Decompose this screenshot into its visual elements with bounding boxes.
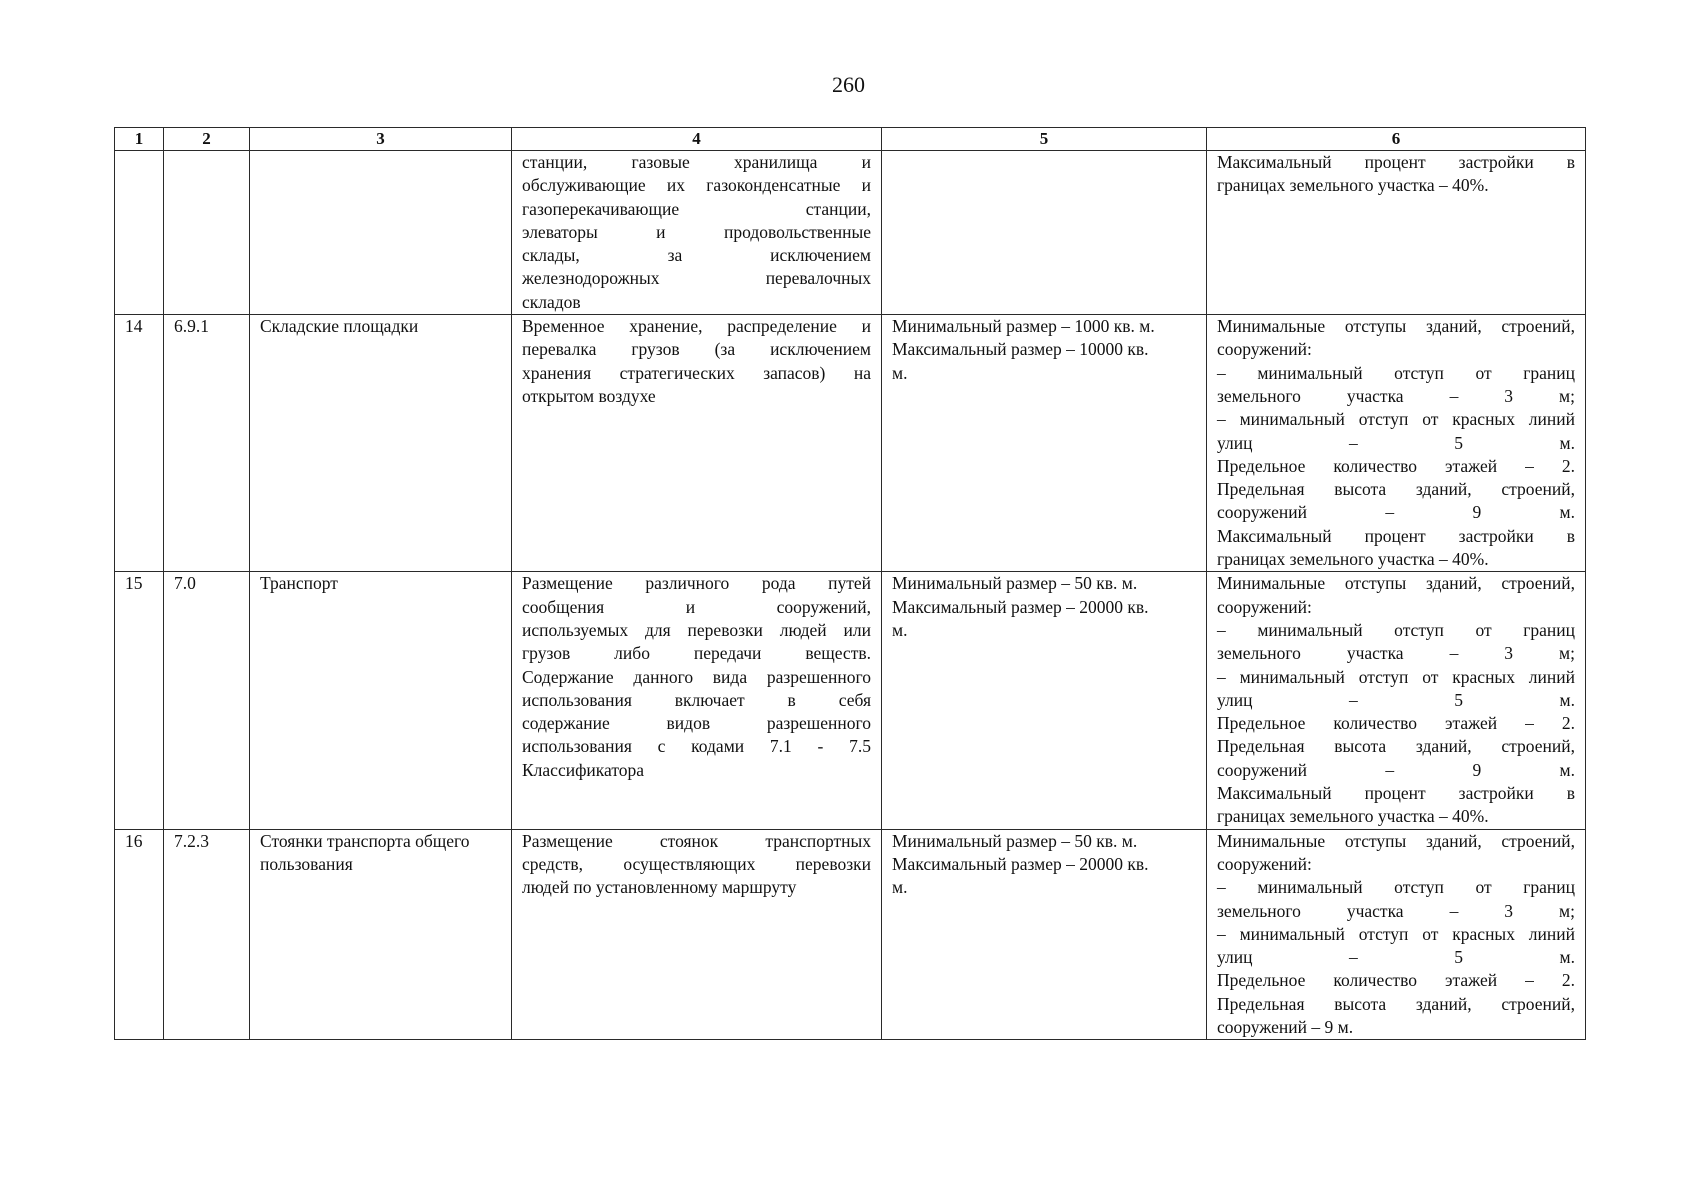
params-line: – минимальный отступ от красных линий: [1217, 923, 1575, 944]
params-line: сооружений – 9 м.: [1217, 1016, 1354, 1037]
description-line: железнодорожных перевалочных: [522, 268, 871, 289]
code-cell: [164, 151, 250, 315]
size-line: м.: [892, 619, 908, 640]
description-line: средств, осуществляющих перевозки: [522, 853, 871, 874]
table-row: [115, 315, 1586, 572]
size-line: Максимальный размер – 20000 кв.: [892, 853, 1149, 874]
row-number-cell: 15: [115, 572, 164, 829]
description-line: использования с кодами 7.1 - 7.5: [522, 736, 871, 757]
params-line: Предельное количество этажей – 2.: [1217, 713, 1575, 734]
size-line: Минимальный размер – 50 кв. м.: [892, 573, 1138, 594]
params-line: Максимальный процент застройки в: [1217, 152, 1575, 172]
row-number-cell: [115, 151, 164, 315]
description-line: открытом воздухе: [522, 385, 656, 406]
params-line: – минимальный отступ от границ: [1217, 362, 1575, 383]
code-cell: 6.9.1: [164, 315, 250, 572]
description-cell: [512, 315, 882, 572]
description-line: склады, за исключением: [522, 245, 871, 266]
params-line: – минимальный отступ от красных линий: [1217, 666, 1575, 687]
params-line: земельного участка – 3 м;: [1217, 385, 1575, 406]
row-number-cell: 14: [115, 315, 164, 572]
plot-size-cell: [882, 151, 1207, 315]
code-cell: 7.2.3: [164, 829, 250, 1040]
params-line: сооружений – 9 м.: [1217, 502, 1575, 523]
params-line: земельного участка – 3 м;: [1217, 643, 1575, 664]
params-line: улиц – 5 м.: [1217, 689, 1575, 710]
params-line: Минимальные отступы зданий, строений,: [1217, 316, 1575, 337]
description-line: перевалка грузов (за исключением: [522, 339, 871, 360]
plot-size-cell: [882, 315, 1207, 572]
size-line: Минимальный размер – 50 кв. м.: [892, 830, 1138, 851]
params-line: сооружений – 9 м.: [1217, 759, 1575, 780]
land-use-name-cell: Стоянки транспорта общего пользования: [250, 829, 512, 1040]
land-use-name-cell: Транспорт: [250, 572, 512, 829]
description-line: хранения стратегических запасов) на: [522, 362, 871, 383]
description-line: Классификатора: [522, 759, 645, 780]
description-line: содержание видов разрешенного: [522, 713, 871, 734]
params-line: улиц – 5 м.: [1217, 947, 1575, 968]
description-line: складов: [522, 291, 581, 312]
land-use-name-cell: Складские площадки: [250, 315, 512, 572]
description-line: сообщения и сооружений,: [522, 596, 871, 617]
code-cell: 7.0: [164, 572, 250, 829]
description-line: используемых для перевозки людей или: [522, 619, 871, 640]
land-use-name-cell: [250, 151, 512, 315]
params-line: Предельная высота зданий, строений,: [1217, 993, 1575, 1014]
params-line: Минимальные отступы зданий, строений,: [1217, 573, 1575, 594]
description-line: газоперекачивающие станции,: [522, 198, 871, 219]
description-cell: [512, 572, 882, 829]
params-line: – минимальный отступ от красных линий: [1217, 409, 1575, 430]
params-line: Предельное количество этажей – 2.: [1217, 455, 1575, 476]
params-line: Предельное количество этажей – 2.: [1217, 970, 1575, 991]
description-line: элеваторы и продовольственные: [522, 221, 871, 242]
description-line: Размещение стоянок транспортных: [522, 830, 871, 851]
params-line: улиц – 5 м.: [1217, 432, 1575, 453]
table-row: [115, 151, 1586, 315]
column-header: 2: [164, 128, 250, 151]
page-number: 260: [832, 72, 865, 97]
row-number-cell: 16: [115, 829, 164, 1040]
params-line: Максимальный процент застройки в: [1217, 783, 1575, 804]
params-line: Предельная высота зданий, строений,: [1217, 479, 1575, 500]
building-params-cell: [1207, 829, 1586, 1040]
description-cell: [512, 151, 882, 315]
size-line: Максимальный размер – 20000 кв.: [892, 596, 1149, 617]
params-line: сооружений:: [1217, 596, 1312, 617]
table-row: [115, 572, 1586, 829]
description-line: Размещение различного рода путей: [522, 573, 871, 594]
building-params-cell: [1207, 315, 1586, 572]
description-line: использования включает в себя: [522, 689, 871, 710]
table-header-row: [115, 128, 1586, 151]
params-line: – минимальный отступ от границ: [1217, 619, 1575, 640]
column-header: 1: [115, 128, 164, 151]
params-line: Максимальный процент застройки в: [1217, 525, 1575, 546]
plot-size-cell: [882, 829, 1207, 1040]
description-line: людей по установленному маршруту: [522, 877, 797, 898]
column-header: 5: [882, 128, 1207, 151]
size-line: м.: [892, 877, 908, 898]
params-line: границах земельного участка – 40%.: [1217, 549, 1489, 570]
table-row: [115, 829, 1586, 1040]
zoning-table: [114, 127, 1586, 1040]
size-line: Минимальный размер – 1000 кв. м.: [892, 316, 1155, 337]
params-line: границах земельного участка – 40%.: [1217, 806, 1489, 827]
column-header: 6: [1207, 128, 1586, 151]
params-line: сооружений:: [1217, 339, 1312, 360]
description-line: станции, газовые хранилища и: [522, 152, 871, 172]
column-header: 4: [512, 128, 882, 151]
description-line: Временное хранение, распределение и: [522, 316, 871, 337]
description-line: Содержание данного вида разрешенного: [522, 666, 871, 687]
column-header: 3: [250, 128, 512, 151]
size-line: м.: [892, 362, 908, 383]
building-params-cell: [1207, 151, 1586, 315]
building-params-cell: [1207, 572, 1586, 829]
params-line: – минимальный отступ от границ: [1217, 877, 1575, 898]
description-cell: [512, 829, 882, 1040]
plot-size-cell: [882, 572, 1207, 829]
params-line: сооружений:: [1217, 853, 1312, 874]
params-line: Предельная высота зданий, строений,: [1217, 736, 1575, 757]
description-line: обслуживающие их газоконденсатные и: [522, 175, 871, 196]
params-line: границах земельного участка – 40%.: [1217, 175, 1489, 196]
params-line: Минимальные отступы зданий, строений,: [1217, 830, 1575, 851]
size-line: Максимальный размер – 10000 кв.: [892, 339, 1149, 360]
description-line: грузов либо передачи веществ.: [522, 643, 871, 664]
params-line: земельного участка – 3 м;: [1217, 900, 1575, 921]
